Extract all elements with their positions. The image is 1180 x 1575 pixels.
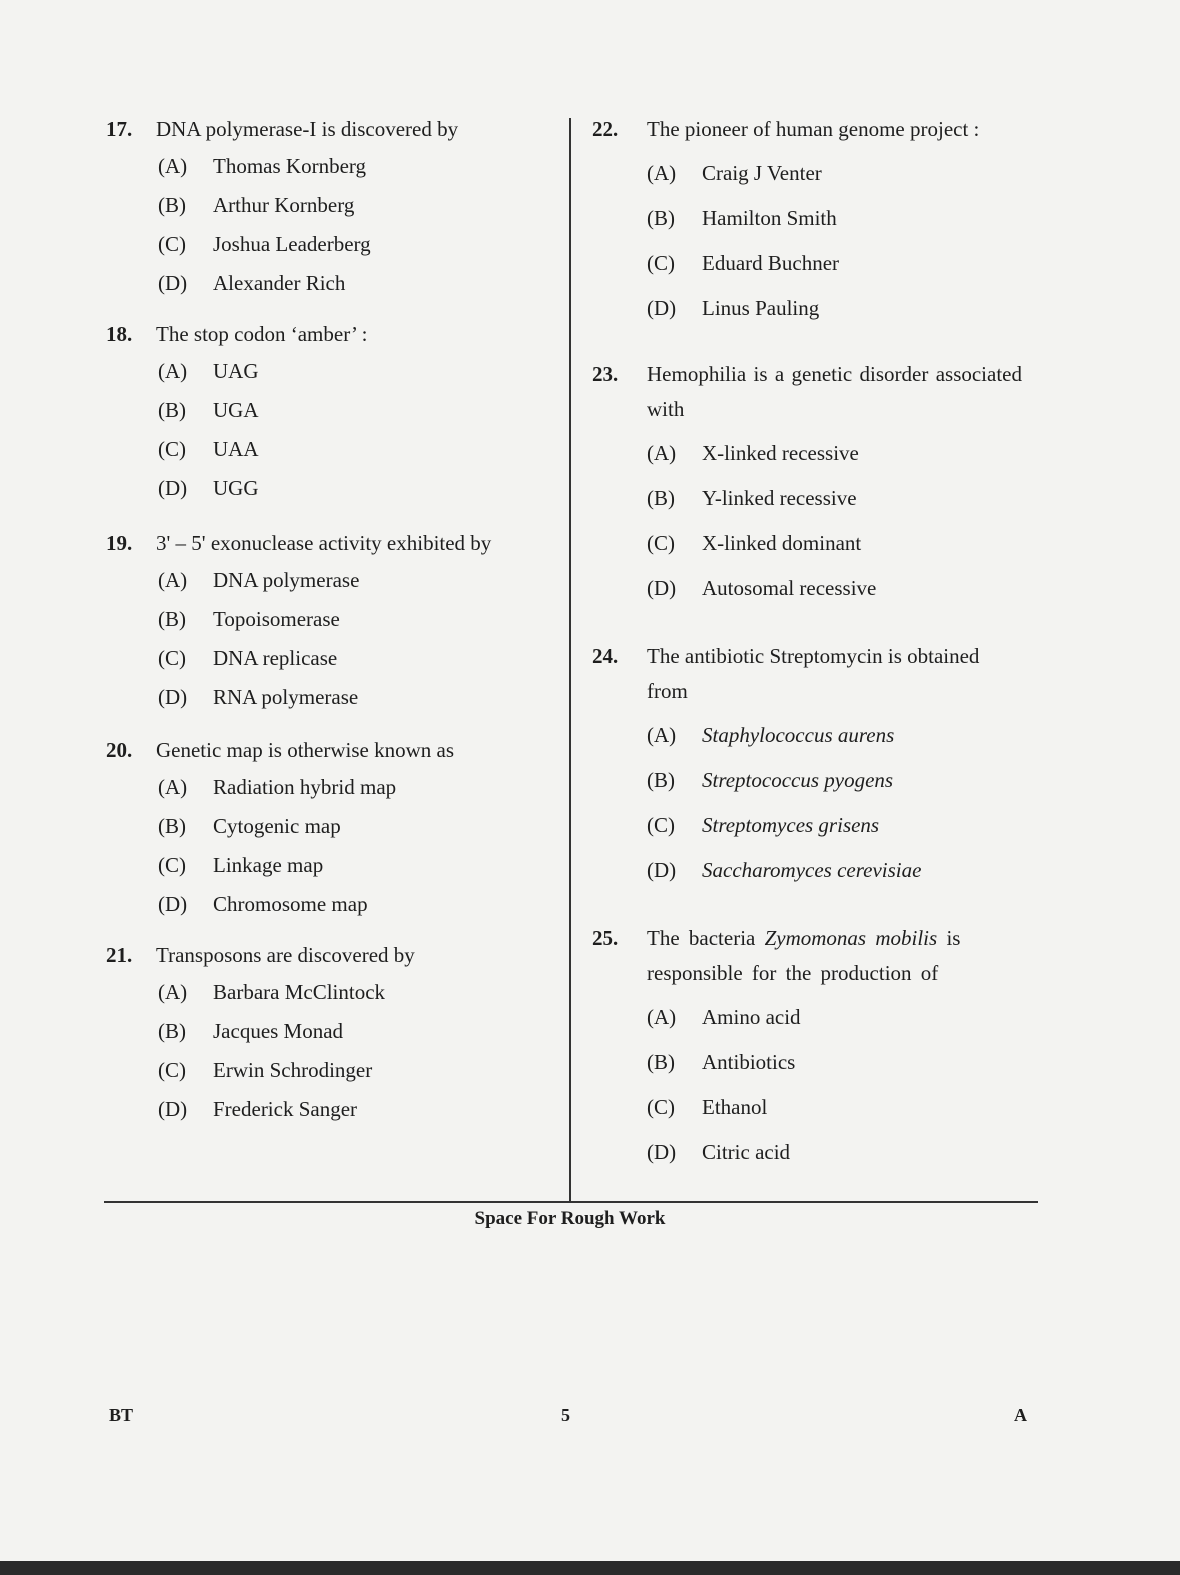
option-letter: (C) [158, 1058, 186, 1082]
option-text: DNA replicase [213, 646, 338, 670]
option-d [158, 1090, 551, 1129]
option-text: Alexander Rich [213, 271, 346, 295]
option-b [158, 600, 551, 639]
question-23 [592, 357, 1022, 611]
question-number: 20. [106, 738, 133, 762]
option-a [158, 352, 551, 391]
option-letter: (D) [647, 858, 677, 882]
option-letter: (D) [158, 1097, 188, 1121]
option-d [158, 678, 551, 717]
option-letter: (A) [158, 775, 188, 799]
option-text: X-linked recessive [702, 441, 859, 465]
left-question-column [106, 112, 551, 1129]
option-list [158, 973, 551, 1129]
option-text: Chromosome map [213, 892, 368, 916]
option-b [158, 807, 551, 846]
question-25 [592, 921, 1022, 1175]
option-letter: (A) [158, 154, 188, 178]
option-letter: (B) [158, 607, 186, 631]
question-number: 24. [592, 644, 619, 668]
option-d [158, 885, 551, 924]
footer-page-number: 5 [561, 1405, 570, 1425]
option-letter: (A) [647, 723, 677, 747]
option-a [647, 431, 1022, 476]
option-c [647, 521, 1022, 566]
option-text: Erwin Schrodinger [213, 1058, 373, 1082]
option-list [158, 768, 551, 924]
option-letter: (B) [158, 1019, 186, 1043]
question-17 [106, 112, 551, 303]
option-text: Thomas Kornberg [213, 154, 366, 178]
option-a [158, 561, 551, 600]
option-b [647, 758, 1022, 803]
question-text: Transposons are discovered by [156, 943, 415, 967]
option-list [647, 713, 1022, 893]
option-b [647, 196, 1022, 241]
option-letter: (C) [158, 646, 186, 670]
question-20 [106, 733, 551, 924]
option-letter: (B) [158, 193, 186, 217]
option-d [158, 469, 551, 508]
option-letter: (B) [647, 1050, 675, 1074]
option-text: Craig J Venter [702, 161, 822, 185]
option-d [647, 286, 1022, 331]
option-text: Radiation hybrid map [213, 775, 397, 799]
question-number: 17. [106, 117, 133, 141]
option-text: X-linked dominant [702, 531, 862, 555]
question-text: The pioneer of human genome project : [647, 117, 980, 141]
option-text: UAG [213, 359, 259, 383]
option-letter: (D) [158, 892, 188, 916]
question-text [647, 921, 1022, 991]
question-text-end: is responsible for the production of [647, 926, 961, 985]
question-18 [106, 317, 551, 508]
question-number: 22. [592, 117, 619, 141]
option-letter: (D) [647, 1140, 677, 1164]
option-text: UGG [213, 476, 259, 500]
option-letter: (B) [158, 398, 186, 422]
footer-subject-code: BT [109, 1405, 134, 1425]
option-text: UGA [213, 398, 259, 422]
option-d [647, 1130, 1022, 1175]
option-text: Streptococcus pyogens [702, 768, 894, 792]
option-text: Staphylococcus aurens [702, 723, 895, 747]
option-b [647, 1040, 1022, 1085]
option-a [158, 768, 551, 807]
option-b [158, 391, 551, 430]
question-19 [106, 526, 551, 717]
option-c [158, 225, 551, 264]
option-c [158, 846, 551, 885]
option-text: Saccharomyces cerevisiae [702, 858, 922, 882]
option-a [647, 713, 1022, 758]
option-text: Autosomal recessive [702, 576, 877, 600]
question-24 [592, 639, 1022, 893]
option-c [158, 1051, 551, 1090]
option-text: Hamilton Smith [702, 206, 837, 230]
option-text: Cytogenic map [213, 814, 341, 838]
option-list [647, 995, 1022, 1175]
option-letter: (D) [158, 685, 188, 709]
option-b [158, 186, 551, 225]
option-a [647, 995, 1022, 1040]
option-c [647, 803, 1022, 848]
option-letter: (D) [647, 576, 677, 600]
option-text: Linus Pauling [702, 296, 820, 320]
option-list [158, 561, 551, 717]
footer-series: A [1014, 1405, 1027, 1425]
option-letter: (C) [647, 1095, 675, 1119]
option-d [647, 566, 1022, 611]
option-letter: (B) [158, 814, 186, 838]
question-21 [106, 938, 551, 1129]
question-text: Genetic map is otherwise known as [156, 738, 455, 762]
option-letter: (B) [647, 768, 675, 792]
option-text: Y-linked recessive [702, 486, 857, 510]
option-c [647, 241, 1022, 286]
option-list [158, 147, 551, 303]
option-text: Jacques Monad [213, 1019, 344, 1043]
option-letter: (A) [647, 1005, 677, 1029]
question-text-start: The bacteria [647, 926, 756, 950]
option-letter: (A) [158, 980, 188, 1004]
option-d [647, 848, 1022, 893]
option-text: Arthur Kornberg [213, 193, 355, 217]
option-letter: (C) [647, 251, 675, 275]
option-letter: (D) [158, 476, 188, 500]
option-text: Linkage map [213, 853, 324, 877]
option-b [647, 476, 1022, 521]
option-letter: (A) [158, 359, 188, 383]
option-text: Frederick Sanger [213, 1097, 358, 1121]
option-text: Antibiotics [702, 1050, 796, 1074]
option-letter: (A) [647, 441, 677, 465]
question-number: 21. [106, 943, 133, 967]
question-text: The stop codon ‘amber’ : [156, 322, 368, 346]
question-text-species: Zymomonas mobilis [764, 926, 938, 950]
option-letter: (C) [158, 437, 186, 461]
question-text: 3' – 5' exonuclease activity exhibited by [156, 531, 492, 555]
option-text: Topoisomerase [213, 607, 340, 631]
option-letter: (D) [158, 271, 188, 295]
option-list [158, 352, 551, 508]
option-letter: (C) [647, 531, 675, 555]
option-letter: (C) [158, 232, 186, 256]
option-text: Streptomyces grisens [702, 813, 880, 837]
option-letter: (C) [158, 853, 186, 877]
question-number: 25. [592, 926, 619, 950]
option-letter: (A) [158, 568, 188, 592]
option-d [158, 264, 551, 303]
option-b [158, 1012, 551, 1051]
option-text: Amino acid [702, 1005, 801, 1029]
question-22 [592, 112, 1022, 331]
question-text: Hemophilia is a genetic disorder associated with [647, 362, 1022, 421]
option-c [158, 639, 551, 678]
scan-edge-bar [0, 1561, 1180, 1575]
option-letter: (D) [647, 296, 677, 320]
option-letter: (C) [647, 813, 675, 837]
option-a [158, 973, 551, 1012]
option-text: Eduard Buchner [702, 251, 840, 275]
option-text: RNA polymerase [213, 685, 359, 709]
option-c [158, 430, 551, 469]
option-a [647, 151, 1022, 196]
option-text: Barbara McClintock [213, 980, 386, 1004]
option-list [647, 151, 1022, 331]
question-text: The antibiotic Streptomycin is obtained from [647, 644, 980, 703]
question-number: 19. [106, 531, 133, 555]
question-text: DNA polymerase-I is discovered by [156, 117, 459, 141]
option-text: Ethanol [702, 1095, 768, 1119]
option-text: Citric acid [702, 1140, 791, 1164]
option-list [647, 431, 1022, 611]
right-question-column [592, 112, 1022, 1175]
option-text: DNA polymerase [213, 568, 360, 592]
option-text: Joshua Leaderberg [213, 232, 371, 256]
option-letter: (B) [647, 486, 675, 510]
option-letter: (B) [647, 206, 675, 230]
question-number: 23. [592, 362, 619, 386]
rough-work-label: Space For Rough Work [474, 1208, 666, 1229]
option-a [158, 147, 551, 186]
question-number: 18. [106, 322, 133, 346]
option-text: UAA [213, 437, 259, 461]
option-letter: (A) [647, 161, 677, 185]
option-c [647, 1085, 1022, 1130]
column-divider [569, 118, 571, 1201]
rough-work-divider [104, 1201, 1038, 1203]
